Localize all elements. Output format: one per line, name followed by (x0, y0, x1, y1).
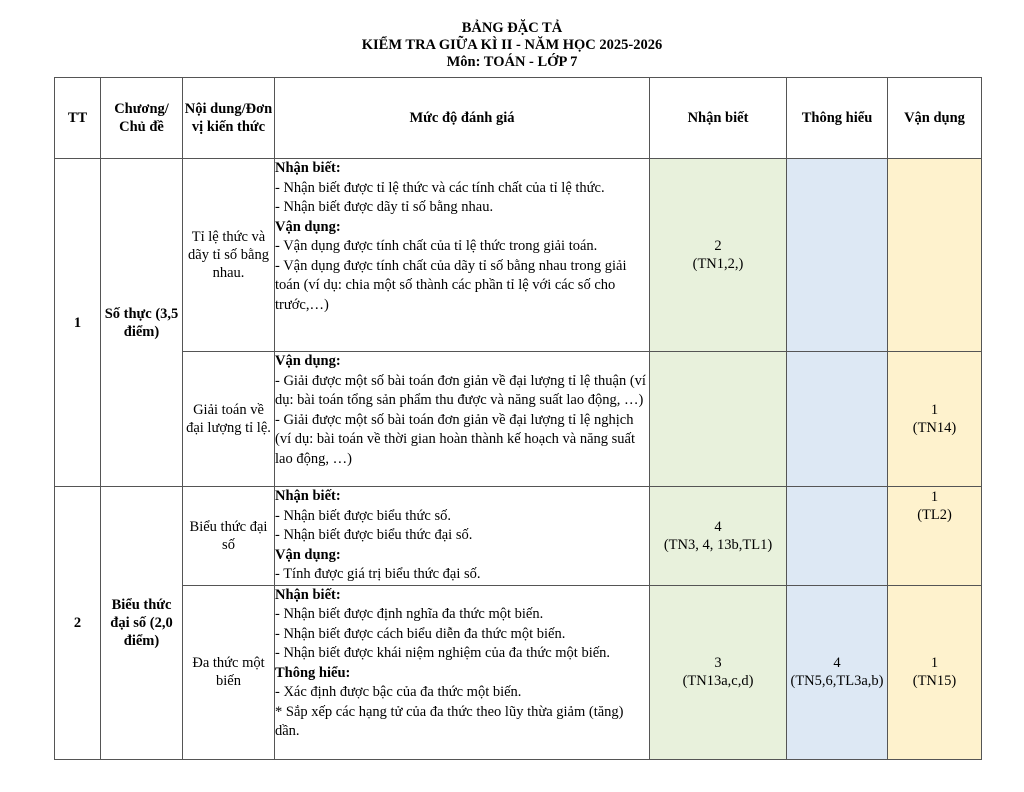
desc-line: - Giải được một số bài toán đơn giản về đại lượng tỉ lệ nghịch (ví dụ: bài toán về thời gian hoàn thành kế hoạch và năng suất lao động, …) (275, 411, 636, 467)
desc-line: - Nhận biết được biểu thức số. (275, 507, 451, 524)
col-header-tt: TT (55, 78, 101, 159)
question-list: (TN3, 4, 13b,TL1) (663, 536, 773, 553)
table-row (55, 585, 982, 759)
col-header-noidung: Nội dung/Đơn vị kiến thức (183, 78, 275, 159)
table-row (55, 159, 982, 352)
desc-line: Nhận biết: (275, 586, 341, 603)
assessment-description (275, 159, 650, 352)
desc-line: Nhận biết: (275, 160, 341, 176)
chapter-name: Biểu thức đại số (2,0 điểm) (101, 487, 183, 760)
vandung-cell (888, 585, 982, 759)
nhanbiet-cell (650, 352, 787, 487)
question-count: 3 (714, 655, 722, 671)
desc-line: - Nhận biết được định nghĩa đa thức một biến. (275, 606, 544, 622)
vandung-cell (888, 487, 982, 586)
unit-name: Đa thức một biến (183, 585, 275, 759)
chapter-name: Số thực (3,5 điểm) (101, 159, 183, 487)
col-header-mucdo: Mức độ đánh giá (275, 78, 650, 159)
question-list: (TN15) (912, 673, 957, 689)
question-count: 4 (714, 518, 722, 535)
desc-line: Vận dụng: (275, 353, 341, 369)
document-subject: Môn: TOÁN - LỚP 7 (446, 54, 578, 70)
desc-line: Vận dụng: (275, 218, 341, 235)
document-title: BẢNG ĐẶC TẢ (461, 20, 563, 36)
document-subtitle: KIỂM TRA GIỮA KÌ II - NĂM HỌC 2025-2026 (361, 37, 663, 53)
desc-line: - Xác định được bậc của đa thức một biến. (275, 684, 522, 700)
desc-line: Thông hiểu: (275, 664, 351, 681)
nhanbiet-cell (650, 487, 787, 586)
question-count: 1 (930, 489, 939, 505)
assessment-description (275, 352, 650, 487)
desc-line: - Giải được một số bài toán đơn giản về đại lượng tỉ lệ thuận (ví dụ: bài toán tổng sản phẩm thu được và năng suất lao động, …) (275, 372, 646, 408)
desc-line: - Nhận biết được cách biểu diễn đa thức một biến. (275, 625, 566, 642)
unit-name: Biểu thức đại số (183, 487, 275, 586)
assessment-description (275, 585, 650, 759)
desc-line: Nhận biết: (275, 488, 341, 504)
question-list: (TL2) (917, 507, 952, 523)
chapter-number: 1 (55, 159, 101, 487)
assessment-description (275, 487, 650, 586)
col-header-thonghieu: Thông hiểu (787, 78, 888, 159)
thonghieu-cell (787, 159, 888, 352)
desc-line: - Nhận biết được biểu thức đại số. (275, 527, 473, 543)
unit-name: Giải toán về đại lượng tỉ lệ. (183, 352, 275, 487)
thonghieu-cell (787, 585, 888, 759)
desc-line: - Nhận biết được dãy tỉ số bằng nhau. (275, 199, 494, 215)
question-list: (TN5,6,TL3a,b) (790, 673, 884, 689)
question-count: 2 (714, 238, 722, 254)
question-count: 4 (833, 655, 841, 671)
vandung-cell (888, 159, 982, 352)
unit-name: Tỉ lệ thức và dãy tỉ số bằng nhau. (183, 159, 275, 352)
specification-table (54, 77, 982, 760)
question-count: 1 (930, 402, 939, 418)
question-list: (TN1,2,) (692, 256, 744, 272)
desc-line: * Sắp xếp các hạng tử của đa thức theo lũy thừa giảm (tăng) dần. (275, 703, 624, 739)
col-header-vandung: Vận dụng (888, 78, 982, 159)
desc-line: - Nhận biết được tỉ lệ thức và các tính chất của tỉ lệ thức. (275, 179, 605, 196)
desc-line: - Vận dụng được tính chất của dãy tỉ số bằng nhau trong giải toán (ví dụ: chia một số thành các phần tỉ lệ với các số cho trước,…) (275, 257, 627, 313)
table-header-row (55, 78, 982, 159)
question-list: (TN14) (912, 420, 957, 436)
nhanbiet-cell (650, 159, 787, 352)
table-row (55, 487, 982, 586)
question-list: (TN13a,c,d) (682, 673, 754, 689)
desc-line: Vận dụng: (275, 546, 341, 563)
thonghieu-cell (787, 352, 888, 487)
desc-line: - Tính được giá trị biểu thức đại số. (275, 566, 481, 582)
col-header-chuong: Chương/ Chủ đề (101, 78, 183, 159)
desc-line: - Nhận biết được khái niệm nghiệm của đa thức một biến. (275, 645, 611, 661)
table-row (55, 352, 982, 487)
col-header-nhanbiet: Nhận biết (650, 78, 787, 159)
thonghieu-cell (787, 487, 888, 586)
document-header (0, 20, 1024, 71)
question-count: 1 (930, 655, 939, 671)
desc-line: - Vận dụng được tính chất của tỉ lệ thức trong giải toán. (275, 238, 598, 254)
nhanbiet-cell (650, 585, 787, 759)
vandung-cell (888, 352, 982, 487)
chapter-number: 2 (55, 487, 101, 760)
